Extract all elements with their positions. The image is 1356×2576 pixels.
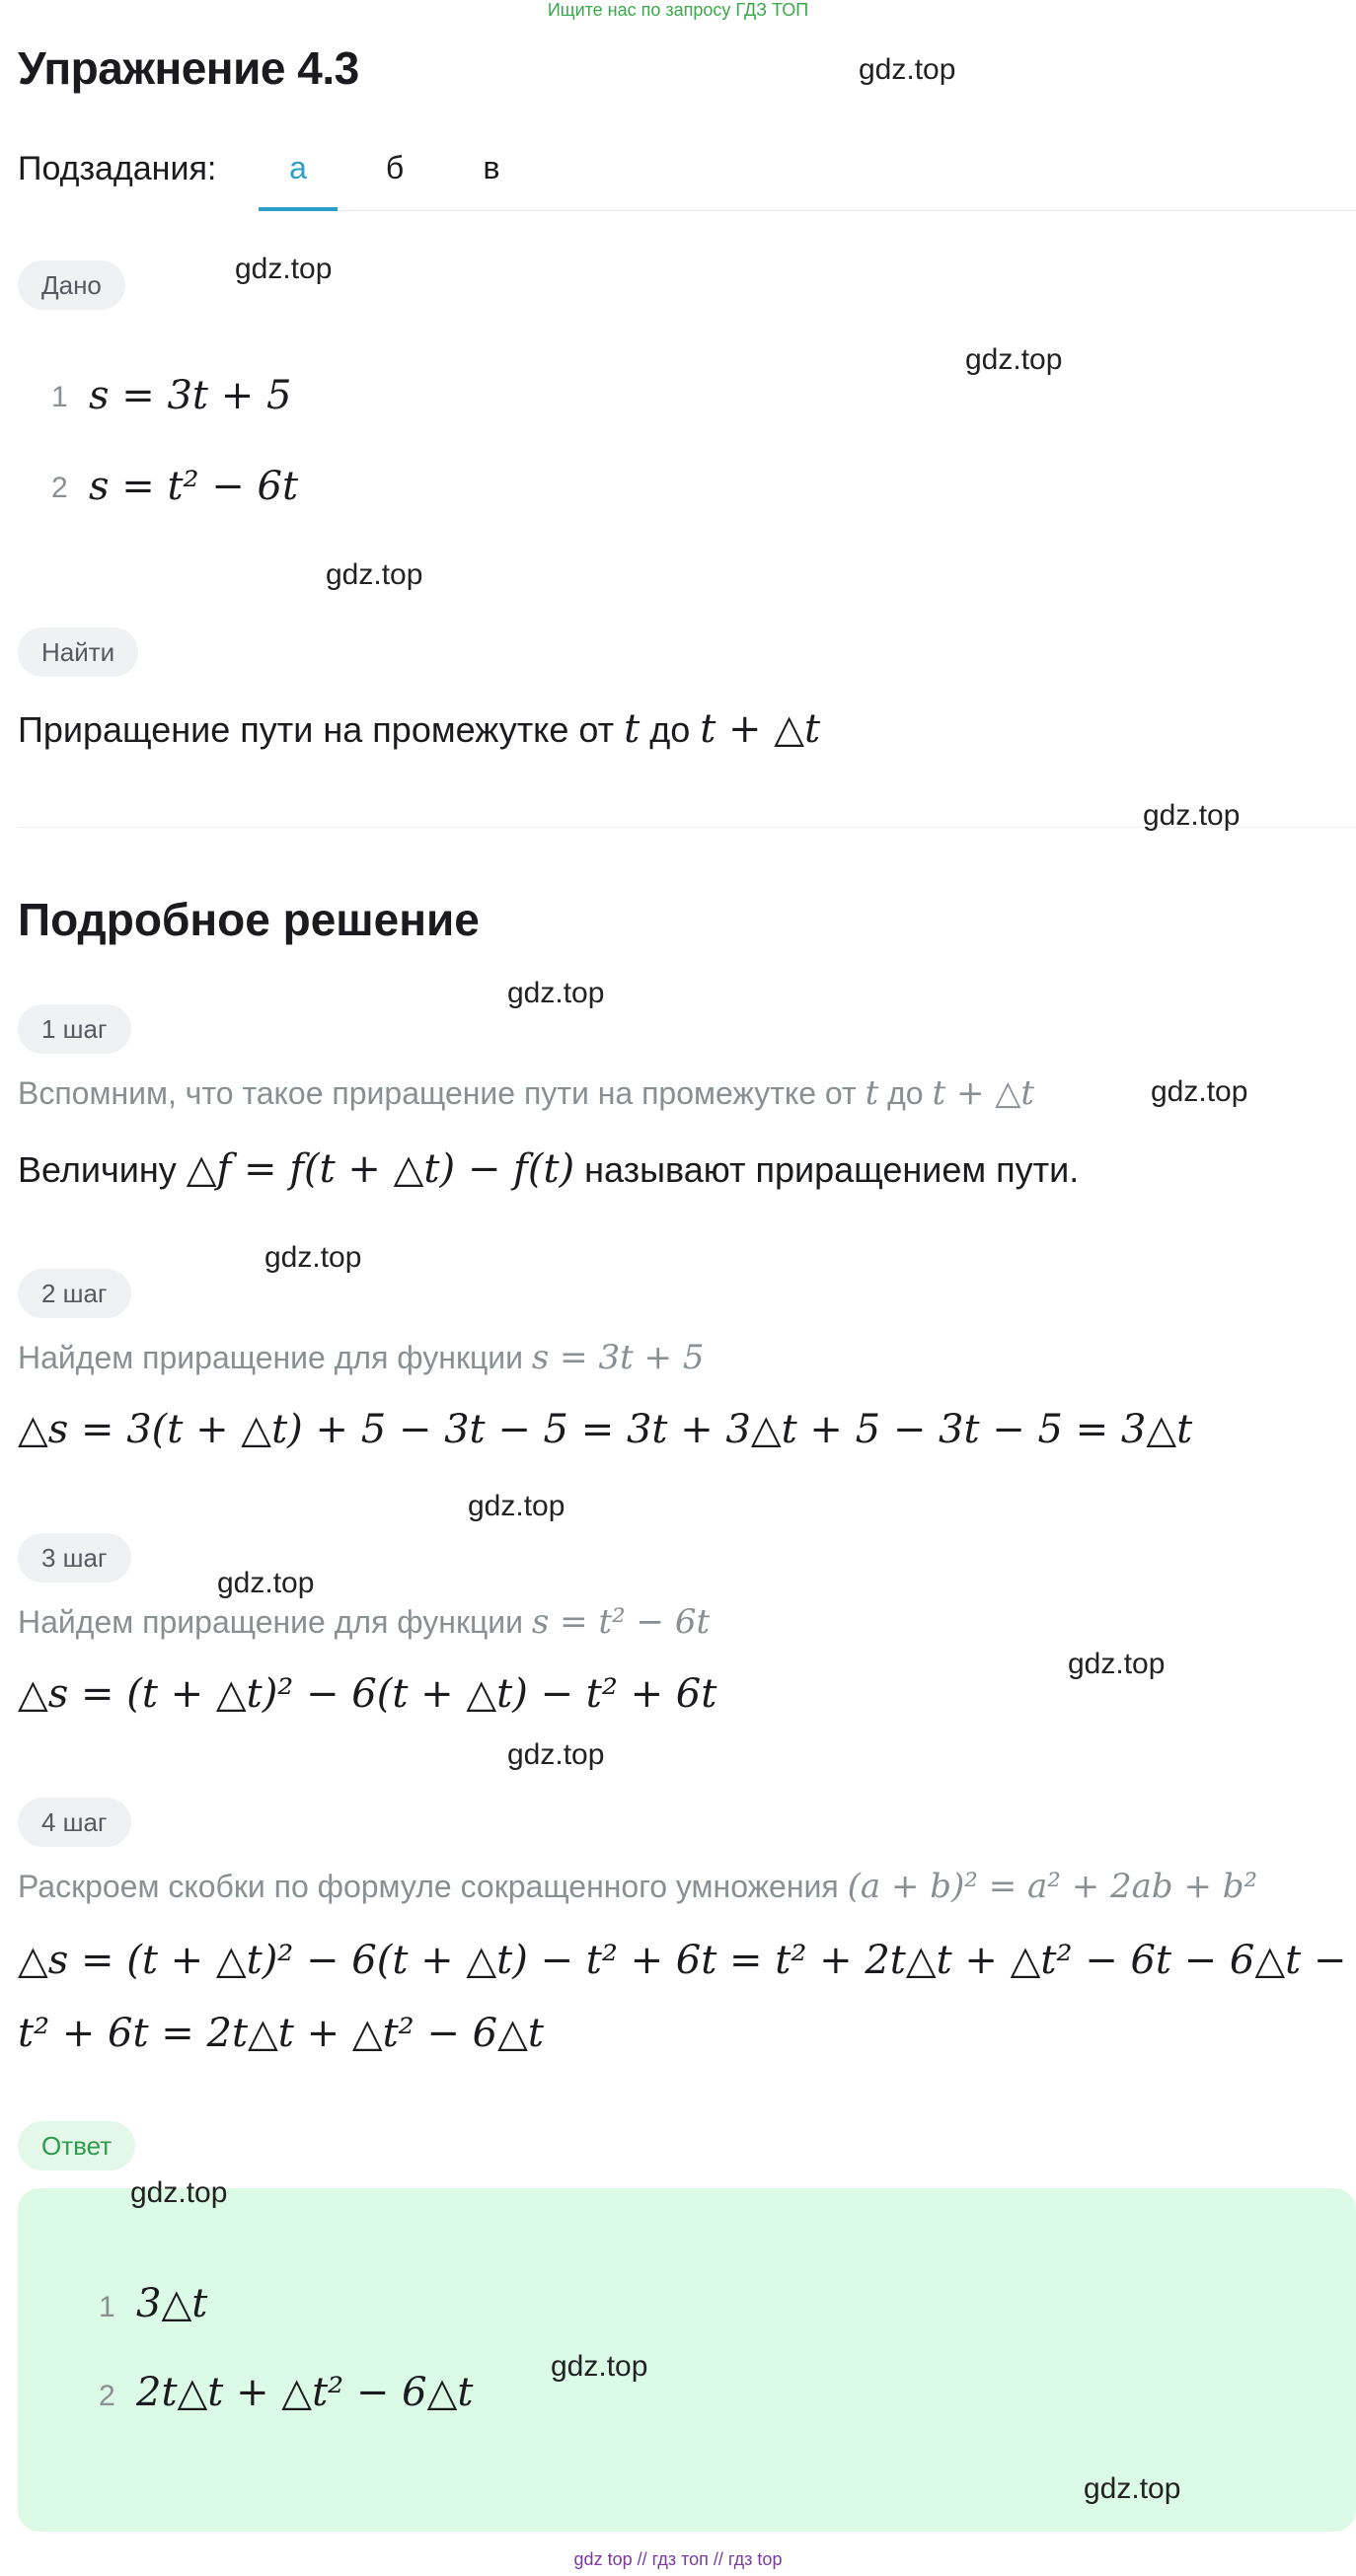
footer-links[interactable]: gdz top // гдз топ // гдз top bbox=[573, 2549, 783, 2569]
find-chip: Найти bbox=[18, 627, 138, 677]
watermark: gdz.top bbox=[326, 558, 423, 591]
tab-v[interactable]: в bbox=[483, 150, 500, 185]
step-body bbox=[18, 1146, 1079, 1192]
step-hint bbox=[18, 1073, 1034, 1113]
step-chip: 4 шаг bbox=[18, 1798, 131, 1847]
given-chip: Дано bbox=[18, 260, 125, 310]
given-formula: s = 3t + 5 bbox=[89, 373, 292, 418]
step-formula-line-2: t² + 6t = 2t△t + △t² − 6△t bbox=[18, 2011, 544, 2056]
tabs-divider bbox=[259, 210, 1356, 211]
watermark: gdz.top bbox=[264, 1241, 362, 1274]
step-chip: 2 шаг bbox=[18, 1269, 131, 1318]
active-tab-indicator bbox=[259, 207, 338, 211]
tab-b[interactable]: б bbox=[385, 150, 405, 185]
answer-item-number: 2 bbox=[99, 2380, 115, 2412]
step-hint-text: Вспомним, что такое приращение пути на промежутке от bbox=[18, 1075, 857, 1111]
step-formula: △s = (t + △t)² − 6(t + △t) − t² + 6t bbox=[18, 1671, 717, 1717]
step-hint-text: Раскроем скобки по формуле сокращенного умножения bbox=[18, 1869, 839, 1904]
watermark: gdz.top bbox=[507, 977, 605, 1009]
watermark: gdz.top bbox=[1151, 1075, 1248, 1108]
step-hint-t: t bbox=[865, 1073, 879, 1113]
solution-title: Подробное решение bbox=[18, 894, 480, 945]
step-chip: 3 шаг bbox=[18, 1533, 131, 1582]
step-hint bbox=[18, 1338, 705, 1377]
given-item-number: 2 bbox=[51, 472, 68, 504]
subtasks-label: Подзадания: bbox=[18, 150, 217, 187]
find-text-prefix: Приращение пути на промежутке от bbox=[18, 709, 615, 750]
step-hint bbox=[18, 1602, 710, 1642]
given-item-number: 1 bbox=[51, 381, 68, 413]
watermark: gdz.top bbox=[507, 1738, 605, 1771]
answer-item-number: 1 bbox=[99, 2291, 115, 2323]
step-hint bbox=[18, 1867, 1257, 1906]
step-hint-mid: до bbox=[887, 1075, 924, 1111]
given-formula: s = t² − 6t bbox=[89, 464, 299, 509]
step-body-formula: △f = f(t + △t) − f(t) bbox=[186, 1146, 575, 1192]
find-t-plus: t + △t bbox=[700, 706, 821, 752]
step-formula-line-1: △s = (t + △t)² − 6(t + △t) − t² + 6t = t² + 2t△t + △t² − 6t − 6△t − bbox=[18, 1938, 1347, 1983]
watermark: gdz.top bbox=[130, 2176, 228, 2209]
step-hint-text: Найдем приращение для функции bbox=[18, 1340, 524, 1375]
watermark: gdz.top bbox=[468, 1490, 565, 1522]
step-formula: △s = 3(t + △t) + 5 − 3t − 5 = 3t + 3△t + 5 − 3t − 5 = 3△t bbox=[18, 1407, 1193, 1452]
watermark: gdz.top bbox=[1143, 799, 1241, 832]
step-body-prefix: Величину bbox=[18, 1149, 177, 1190]
answer-formula: 3△t bbox=[136, 2281, 208, 2326]
watermark: gdz.top bbox=[217, 1567, 315, 1599]
watermark: gdz.top bbox=[1068, 1648, 1166, 1680]
watermark: gdz.top bbox=[235, 253, 333, 285]
step-hint-t-plus: t + △t bbox=[932, 1073, 1035, 1113]
find-mid: до bbox=[649, 709, 691, 750]
find-t: t bbox=[624, 706, 640, 752]
tab-a[interactable]: а bbox=[289, 150, 307, 185]
step-hint-formula: s = t² − 6t bbox=[531, 1602, 711, 1642]
watermark: gdz.top bbox=[551, 2350, 648, 2383]
answer-formula: 2t△t + △t² − 6△t bbox=[136, 2370, 474, 2415]
answer-chip: Ответ bbox=[18, 2121, 135, 2171]
find-text bbox=[18, 706, 820, 752]
step-hint-formula: (a + b)² = a² + 2ab + b² bbox=[847, 1867, 1258, 1906]
watermark: gdz.top bbox=[859, 53, 956, 86]
step-hint-formula: s = 3t + 5 bbox=[531, 1338, 705, 1377]
watermark: gdz.top bbox=[1084, 2472, 1181, 2505]
page-title: Упражнение 4.3 bbox=[18, 42, 359, 94]
step-chip: 1 шаг bbox=[18, 1004, 131, 1054]
step-body-suffix: называют приращением пути. bbox=[584, 1149, 1080, 1190]
step-hint-text: Найдем приращение для функции bbox=[18, 1604, 524, 1640]
watermark: gdz.top bbox=[965, 343, 1063, 376]
top-banner: Ищите нас по запросу ГДЗ ТОП bbox=[547, 0, 809, 20]
